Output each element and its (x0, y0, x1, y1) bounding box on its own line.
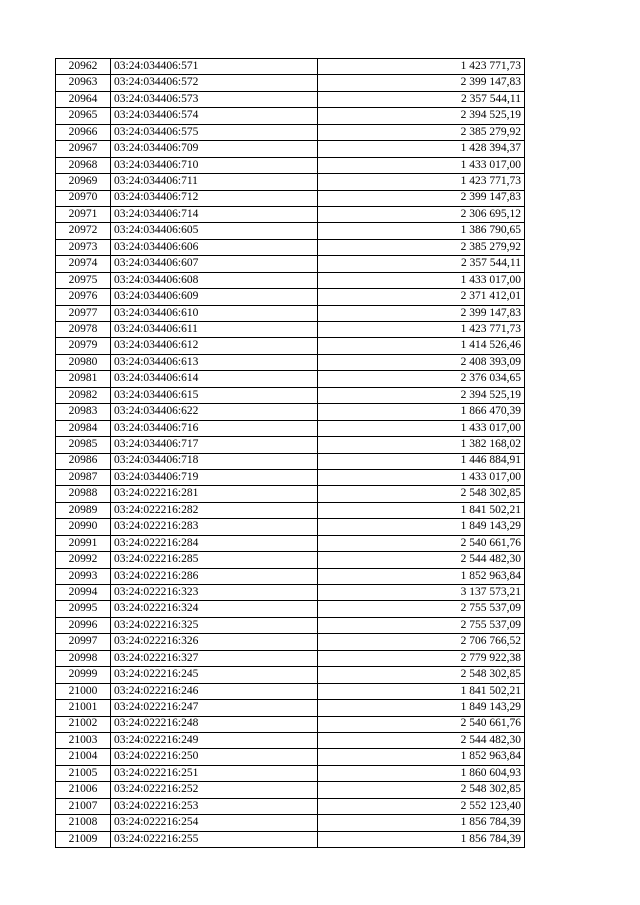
cadastral-number-cell: 03:24:022216:324 (111, 601, 318, 617)
cadastral-value-cell: 2 399 147,83 (318, 190, 525, 206)
table-row (56, 798, 525, 814)
row-number-cell: 20962 (56, 59, 111, 75)
table-row (56, 568, 525, 584)
cadastral-value-cell: 1 856 784,39 (318, 815, 525, 831)
table-row (56, 124, 525, 140)
cadastral-value-cell: 2 755 537,09 (318, 601, 525, 617)
table-row (56, 502, 525, 518)
table-row (56, 91, 525, 107)
row-number-cell: 20971 (56, 206, 111, 222)
table-row (56, 815, 525, 831)
cadastral-value-cell: 2 357 544,11 (318, 256, 525, 272)
table-row (56, 716, 525, 732)
cadastral-number-cell: 03:24:022216:283 (111, 519, 318, 535)
table-row (56, 650, 525, 666)
cadastral-value-cell: 2 552 123,40 (318, 798, 525, 814)
row-number-cell: 20989 (56, 502, 111, 518)
row-number-cell: 20993 (56, 568, 111, 584)
table-row (56, 683, 525, 699)
table-row (56, 601, 525, 617)
cadastral-value-cell: 1 860 604,93 (318, 765, 525, 781)
row-number-cell: 20970 (56, 190, 111, 206)
table-row (56, 272, 525, 288)
cadastral-value-cell: 1 433 017,00 (318, 469, 525, 485)
cadastral-number-cell: 03:24:022216:248 (111, 716, 318, 732)
cadastral-number-cell: 03:24:034406:615 (111, 387, 318, 403)
cadastral-value-cell: 1 423 771,73 (318, 174, 525, 190)
cadastral-number-cell: 03:24:022216:325 (111, 617, 318, 633)
table-row (56, 190, 525, 206)
table-row (56, 108, 525, 124)
cadastral-value-cell: 1 849 143,29 (318, 519, 525, 535)
cadastral-number-cell: 03:24:022216:254 (111, 815, 318, 831)
row-number-cell: 20997 (56, 634, 111, 650)
row-number-cell: 21003 (56, 732, 111, 748)
cadastral-number-cell: 03:24:034406:711 (111, 174, 318, 190)
cadastral-number-cell: 03:24:022216:246 (111, 683, 318, 699)
table-row (56, 519, 525, 535)
cadastral-number-cell: 03:24:034406:712 (111, 190, 318, 206)
table-row (56, 404, 525, 420)
row-number-cell: 20969 (56, 174, 111, 190)
row-number-cell: 21002 (56, 716, 111, 732)
cadastral-number-cell: 03:24:034406:719 (111, 469, 318, 485)
cadastral-value-cell: 2 385 279,92 (318, 124, 525, 140)
cadastral-number-cell: 03:24:034406:571 (111, 59, 318, 75)
row-number-cell: 21009 (56, 831, 111, 847)
table-row (56, 732, 525, 748)
cadastral-value-table (55, 58, 525, 848)
cadastral-number-cell: 03:24:034406:606 (111, 239, 318, 255)
table-row (56, 223, 525, 239)
table-row (56, 387, 525, 403)
table-row (56, 206, 525, 222)
row-number-cell: 20984 (56, 420, 111, 436)
row-number-cell: 20966 (56, 124, 111, 140)
cadastral-number-cell: 03:24:034406:622 (111, 404, 318, 420)
table-row (56, 453, 525, 469)
cadastral-number-cell: 03:24:034406:573 (111, 91, 318, 107)
cadastral-value-cell: 1 433 017,00 (318, 157, 525, 173)
table-row (56, 322, 525, 338)
row-number-cell: 21004 (56, 749, 111, 765)
cadastral-value-cell: 2 544 482,30 (318, 732, 525, 748)
cadastral-value-cell: 1 856 784,39 (318, 831, 525, 847)
table-row (56, 157, 525, 173)
table-row (56, 700, 525, 716)
cadastral-value-cell: 2 408 393,09 (318, 354, 525, 370)
cadastral-number-cell: 03:24:022216:247 (111, 700, 318, 716)
table-body (56, 59, 525, 848)
cadastral-value-cell: 3 137 573,21 (318, 585, 525, 601)
table-row (56, 239, 525, 255)
cadastral-value-cell: 2 399 147,83 (318, 305, 525, 321)
cadastral-number-cell: 03:24:022216:281 (111, 486, 318, 502)
cadastral-number-cell: 03:24:034406:611 (111, 322, 318, 338)
row-number-cell: 20981 (56, 371, 111, 387)
cadastral-value-cell: 1 849 143,29 (318, 700, 525, 716)
cadastral-number-cell: 03:24:022216:327 (111, 650, 318, 666)
cadastral-number-cell: 03:24:034406:710 (111, 157, 318, 173)
row-number-cell: 21007 (56, 798, 111, 814)
table-row (56, 256, 525, 272)
cadastral-number-cell: 03:24:022216:245 (111, 667, 318, 683)
row-number-cell: 20980 (56, 354, 111, 370)
table-row (56, 371, 525, 387)
cadastral-number-cell: 03:24:034406:612 (111, 338, 318, 354)
row-number-cell: 20995 (56, 601, 111, 617)
cadastral-number-cell: 03:24:034406:608 (111, 272, 318, 288)
row-number-cell: 20968 (56, 157, 111, 173)
cadastral-value-cell: 1 382 168,02 (318, 437, 525, 453)
cadastral-number-cell: 03:24:022216:284 (111, 535, 318, 551)
cadastral-number-cell: 03:24:034406:610 (111, 305, 318, 321)
row-number-cell: 20975 (56, 272, 111, 288)
table-row (56, 75, 525, 91)
row-number-cell: 20973 (56, 239, 111, 255)
cadastral-value-cell: 2 779 922,38 (318, 650, 525, 666)
table-row (56, 782, 525, 798)
cadastral-number-cell: 03:24:022216:323 (111, 585, 318, 601)
row-number-cell: 20977 (56, 305, 111, 321)
table-row (56, 59, 525, 75)
cadastral-value-cell: 2 394 525,19 (318, 387, 525, 403)
row-number-cell: 21006 (56, 782, 111, 798)
cadastral-value-cell: 2 385 279,92 (318, 239, 525, 255)
row-number-cell: 20994 (56, 585, 111, 601)
cadastral-number-cell: 03:24:022216:285 (111, 552, 318, 568)
row-number-cell: 20967 (56, 141, 111, 157)
cadastral-number-cell: 03:24:034406:613 (111, 354, 318, 370)
table-row (56, 552, 525, 568)
cadastral-value-cell: 1 866 470,39 (318, 404, 525, 420)
cadastral-value-cell: 1 852 963,84 (318, 749, 525, 765)
cadastral-number-cell: 03:24:034406:572 (111, 75, 318, 91)
cadastral-number-cell: 03:24:034406:709 (111, 141, 318, 157)
cadastral-value-cell: 2 371 412,01 (318, 289, 525, 305)
row-number-cell: 20985 (56, 437, 111, 453)
cadastral-number-cell: 03:24:034406:717 (111, 437, 318, 453)
cadastral-value-cell: 1 841 502,21 (318, 502, 525, 518)
row-number-cell: 21001 (56, 700, 111, 716)
row-number-cell: 20991 (56, 535, 111, 551)
cadastral-value-cell: 2 376 034,65 (318, 371, 525, 387)
cadastral-value-cell: 1 852 963,84 (318, 568, 525, 584)
row-number-cell: 20992 (56, 552, 111, 568)
row-number-cell: 21000 (56, 683, 111, 699)
row-number-cell: 20979 (56, 338, 111, 354)
table-row (56, 634, 525, 650)
row-number-cell: 21005 (56, 765, 111, 781)
table-row (56, 305, 525, 321)
cadastral-number-cell: 03:24:022216:250 (111, 749, 318, 765)
cadastral-value-cell: 1 433 017,00 (318, 420, 525, 436)
cadastral-value-cell: 1 841 502,21 (318, 683, 525, 699)
table-row (56, 420, 525, 436)
cadastral-value-cell: 2 306 695,12 (318, 206, 525, 222)
cadastral-value-cell: 1 423 771,73 (318, 59, 525, 75)
cadastral-number-cell: 03:24:034406:605 (111, 223, 318, 239)
cadastral-value-cell: 2 548 302,85 (318, 782, 525, 798)
cadastral-value-cell: 2 357 544,11 (318, 91, 525, 107)
cadastral-value-cell: 2 544 482,30 (318, 552, 525, 568)
table-row (56, 289, 525, 305)
cadastral-number-cell: 03:24:022216:282 (111, 502, 318, 518)
table-row (56, 535, 525, 551)
row-number-cell: 20972 (56, 223, 111, 239)
cadastral-number-cell: 03:24:022216:326 (111, 634, 318, 650)
row-number-cell: 20963 (56, 75, 111, 91)
table-row (56, 765, 525, 781)
row-number-cell: 20990 (56, 519, 111, 535)
row-number-cell: 20976 (56, 289, 111, 305)
row-number-cell: 20986 (56, 453, 111, 469)
row-number-cell: 20999 (56, 667, 111, 683)
table-row (56, 831, 525, 847)
cadastral-value-cell: 2 540 661,76 (318, 535, 525, 551)
cadastral-value-cell: 1 428 394,37 (318, 141, 525, 157)
cadastral-number-cell: 03:24:034406:609 (111, 289, 318, 305)
table-row (56, 174, 525, 190)
row-number-cell: 20965 (56, 108, 111, 124)
table-row (56, 469, 525, 485)
cadastral-number-cell: 03:24:034406:607 (111, 256, 318, 272)
row-number-cell: 20964 (56, 91, 111, 107)
cadastral-number-cell: 03:24:034406:718 (111, 453, 318, 469)
cadastral-value-cell: 1 386 790,65 (318, 223, 525, 239)
cadastral-value-cell: 1 414 526,46 (318, 338, 525, 354)
cadastral-value-cell: 2 755 537,09 (318, 617, 525, 633)
cadastral-value-cell: 2 548 302,85 (318, 486, 525, 502)
table-row (56, 667, 525, 683)
cadastral-number-cell: 03:24:022216:286 (111, 568, 318, 584)
row-number-cell: 21008 (56, 815, 111, 831)
cadastral-number-cell: 03:24:022216:252 (111, 782, 318, 798)
cadastral-value-cell: 2 394 525,19 (318, 108, 525, 124)
table-row (56, 354, 525, 370)
row-number-cell: 20974 (56, 256, 111, 272)
cadastral-number-cell: 03:24:034406:614 (111, 371, 318, 387)
row-number-cell: 20998 (56, 650, 111, 666)
table-row (56, 617, 525, 633)
cadastral-value-cell: 2 548 302,85 (318, 667, 525, 683)
row-number-cell: 20978 (56, 322, 111, 338)
row-number-cell: 20982 (56, 387, 111, 403)
row-number-cell: 20996 (56, 617, 111, 633)
cadastral-value-cell: 2 540 661,76 (318, 716, 525, 732)
cadastral-number-cell: 03:24:022216:251 (111, 765, 318, 781)
cadastral-number-cell: 03:24:022216:253 (111, 798, 318, 814)
cadastral-value-cell: 2 706 766,52 (318, 634, 525, 650)
cadastral-number-cell: 03:24:034406:574 (111, 108, 318, 124)
table-row (56, 338, 525, 354)
table-row (56, 749, 525, 765)
row-number-cell: 20983 (56, 404, 111, 420)
cadastral-value-cell: 2 399 147,83 (318, 75, 525, 91)
table-row (56, 486, 525, 502)
row-number-cell: 20988 (56, 486, 111, 502)
cadastral-number-cell: 03:24:034406:716 (111, 420, 318, 436)
cadastral-number-cell: 03:24:034406:575 (111, 124, 318, 140)
cadastral-number-cell: 03:24:034406:714 (111, 206, 318, 222)
cadastral-number-cell: 03:24:022216:249 (111, 732, 318, 748)
cadastral-number-cell: 03:24:022216:255 (111, 831, 318, 847)
cadastral-value-cell: 1 433 017,00 (318, 272, 525, 288)
cadastral-value-cell: 1 446 884,91 (318, 453, 525, 469)
table-row (56, 437, 525, 453)
row-number-cell: 20987 (56, 469, 111, 485)
cadastral-value-cell: 1 423 771,73 (318, 322, 525, 338)
table-row (56, 585, 525, 601)
table-row (56, 141, 525, 157)
